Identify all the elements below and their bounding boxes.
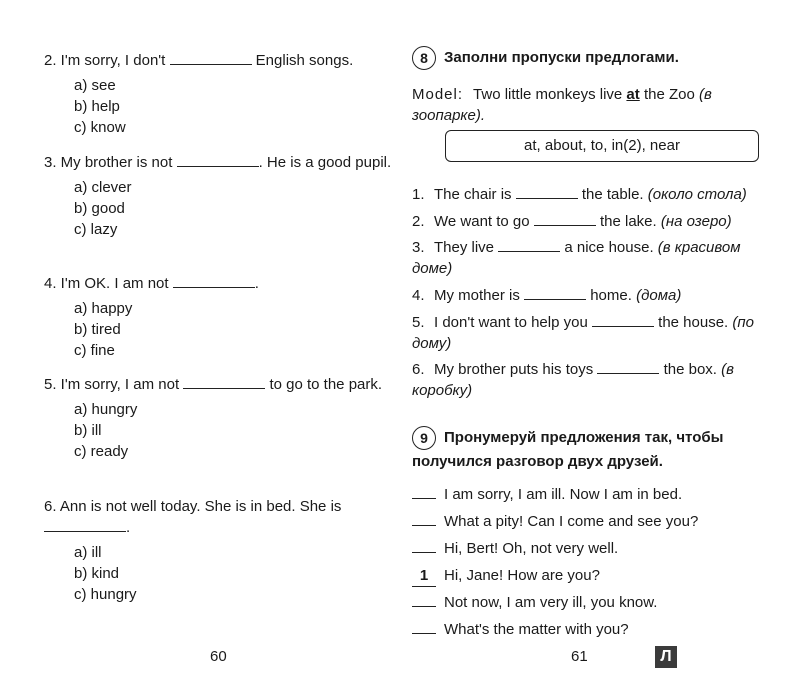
question-stem-end: to go to the park. — [269, 376, 383, 393]
item-number: 4. — [412, 287, 425, 304]
answer-blank[interactable] — [534, 225, 596, 226]
model-text-end: the Zoo — [643, 86, 695, 103]
item-text: The chair is — [434, 186, 512, 203]
word-bank-box: at, about, to, in(2), near — [445, 130, 759, 162]
item-text: We want to go — [434, 213, 530, 230]
model-example — [412, 84, 762, 126]
item-text-end: the box. — [663, 361, 717, 378]
order-blank[interactable]: 1 — [412, 565, 436, 587]
exercise-title: Пронумеруй предложения так, чтобы получился разговор двух друзей. — [412, 429, 724, 471]
item-number: 3. — [412, 239, 425, 256]
exercise-9-heading — [412, 426, 772, 473]
ex8-item — [412, 211, 764, 232]
item-text: They live — [434, 239, 495, 256]
option: c) ready — [74, 443, 129, 460]
dialogue-line — [412, 538, 762, 559]
option: b) help — [74, 98, 120, 115]
item-hint: (на озеро) — [660, 213, 732, 230]
item-hint: (в коробку) — [412, 361, 734, 399]
dialogue-line — [412, 484, 762, 505]
option: a) happy — [74, 300, 133, 317]
item-hint: (около стола) — [647, 186, 747, 203]
item-text: My mother is — [434, 287, 520, 304]
option: a) clever — [74, 179, 132, 196]
item-text: I don't want to help you — [434, 314, 588, 331]
exercise-title: Заполни пропуски предлогами. — [444, 48, 679, 66]
option: b) tired — [74, 321, 121, 338]
page-number-right: 61 — [571, 648, 588, 665]
question-stem-end: . He is a good pupil. — [258, 154, 392, 171]
answer-blank[interactable] — [177, 166, 259, 167]
order-blank[interactable] — [412, 498, 436, 499]
ex8-item — [412, 312, 764, 354]
answer-blank[interactable] — [170, 64, 252, 65]
item-number: 2. — [412, 213, 425, 230]
item-number: 6. — [412, 361, 425, 378]
question-stem-end: English songs. — [255, 52, 354, 69]
question-6 — [44, 496, 394, 605]
item-text-end: a nice house. — [564, 239, 654, 256]
item-text: My brother puts his toys — [434, 361, 594, 378]
question-5 — [44, 374, 394, 462]
dialogue-text: Hi, Bert! Oh, not very well. — [444, 540, 619, 557]
exercise-number-badge: 8 — [412, 46, 436, 70]
question-stem: 6. Ann is not well today. She is in bed. She is — [44, 498, 342, 515]
item-text-end: the lake. — [599, 213, 657, 230]
question-stem-end: . — [126, 519, 131, 536]
option: b) kind — [74, 565, 120, 582]
option: a) hungry — [74, 401, 138, 418]
question-stem-end: . — [254, 275, 259, 292]
model-answer: at — [626, 86, 640, 103]
option: a) ill — [74, 544, 102, 561]
ex8-item — [412, 285, 764, 306]
question-3 — [44, 152, 394, 240]
order-blank[interactable] — [412, 552, 436, 553]
order-blank[interactable] — [412, 525, 436, 526]
dialogue-text: Hi, Jane! How are you? — [444, 567, 600, 584]
option: c) lazy — [74, 221, 118, 238]
item-number: 1. — [412, 186, 425, 203]
exercise-number-badge: 9 — [412, 426, 436, 450]
option: a) see — [74, 77, 116, 94]
item-text-end: the table. — [581, 186, 644, 203]
question-stem: 2. I'm sorry, I don't — [44, 52, 166, 69]
option: b) good — [74, 200, 125, 217]
exercise-8-heading — [412, 46, 772, 70]
item-number: 5. — [412, 314, 425, 331]
publisher-logo: Л — [655, 646, 677, 668]
page-number-left: 60 — [210, 648, 227, 665]
dialogue-text: I am sorry, I am ill. Now I am in bed. — [444, 486, 683, 503]
ex8-item — [412, 237, 764, 279]
option: c) fine — [74, 342, 115, 359]
ex8-item — [412, 359, 764, 401]
dialogue-line — [412, 565, 762, 587]
answer-blank[interactable] — [516, 198, 578, 199]
option: b) ill — [74, 422, 102, 439]
dialogue-line — [412, 511, 762, 532]
question-2 — [44, 50, 394, 138]
item-hint: (в красивом доме) — [412, 239, 741, 277]
answer-blank[interactable] — [498, 251, 560, 252]
item-hint: (по дому) — [412, 314, 754, 352]
order-blank[interactable] — [412, 633, 436, 634]
option: c) know — [74, 119, 126, 136]
dialogue-line — [412, 592, 762, 613]
item-text-end: home. — [590, 287, 632, 304]
question-stem: 5. I'm sorry, I am not — [44, 376, 180, 393]
question-stem: 4. I'm OK. I am not — [44, 275, 169, 292]
dialogue-text: Not now, I am very ill, you know. — [444, 594, 658, 611]
model-hint: (в зоопарке). — [412, 86, 712, 124]
question-4 — [44, 273, 394, 361]
dialogue-text: What's the matter with you? — [444, 621, 629, 638]
question-stem: 3. My brother is not — [44, 154, 173, 171]
ex8-item — [412, 184, 764, 205]
answer-blank[interactable] — [173, 287, 255, 288]
answer-blank[interactable] — [592, 326, 654, 327]
order-blank[interactable] — [412, 606, 436, 607]
model-text: Two little monkeys live — [473, 86, 623, 103]
item-text-end: the house. — [658, 314, 729, 331]
dialogue-text: What a pity! Can I come and see you? — [444, 513, 699, 530]
answer-blank[interactable] — [183, 388, 265, 389]
option: c) hungry — [74, 586, 137, 603]
model-label: Model: — [412, 86, 464, 103]
answer-blank[interactable] — [44, 531, 126, 532]
answer-blank[interactable] — [524, 299, 586, 300]
item-hint: (дома) — [636, 287, 682, 304]
dialogue-line — [412, 619, 762, 640]
answer-blank[interactable] — [597, 373, 659, 374]
